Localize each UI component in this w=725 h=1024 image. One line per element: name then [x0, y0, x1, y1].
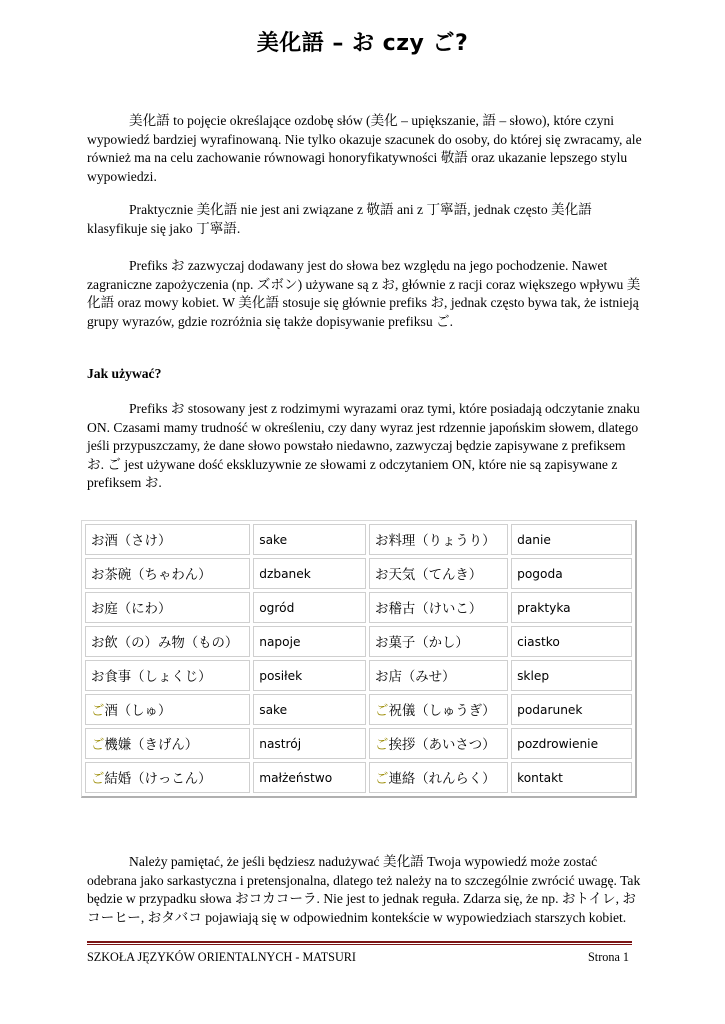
japanese-word-cell [85, 626, 250, 657]
polish-translation-cell [253, 558, 366, 589]
footer-divider [87, 941, 632, 945]
polish-word: sake [259, 532, 288, 547]
japanese-word: 食事（しょくじ） [104, 670, 212, 685]
table-row [85, 762, 632, 793]
polish-word: małżeństwo [259, 770, 333, 785]
paragraph-prefix-o-text: Prefiks お zazwyczaj dodawany jest do słowa bez względu na jego pochodzenie. Nawet zagraniczne zapożyczenia (np. ズボン) używane są z お, głównie z racji coraz większego wpływu 美化語 oraz mowy kobiet. W 美化語 stosuje się głównie prefiks お, jednak często bywa tak, że istnieją grupy wyrazów, gdzie rozróżnia się także dopisywanie prefiksu ご. [87, 258, 641, 329]
polish-translation-cell [511, 626, 632, 657]
japanese-word-cell [85, 694, 250, 725]
paragraph-usage-text: Prefiks お stosowany jest z rodzimymi wyrazami oraz tymi, które posiadają odczytanie znaku ON. Czasami mamy trudność w określeniu, czy dany wyraz jest rdzennie japońskim słowem, dlatego jeśli przypuszczamy, że dane słowo powstało niedawno, zazwyczaj będzie zapisywane z prefiksem お. ご jest używane dość ekskluzywnie ze słowami z odczytaniem ON, które nie są zapisywane z prefiksem お. [87, 401, 640, 491]
japanese-word: 菓子（かし） [388, 636, 469, 651]
japanese-word: 機嫌（きげん） [104, 738, 199, 753]
honorific-prefix: お [91, 636, 105, 651]
japanese-word-cell [369, 524, 508, 555]
paragraph-classification-text: Praktycznie 美化語 nie jest ani związane z 敬語 ani z 丁寧語, jednak często 美化語 klasyfikuje się jako 丁寧語. [87, 202, 592, 236]
japanese-word-cell [369, 592, 508, 623]
honorific-prefix: ご [375, 738, 389, 753]
polish-translation-cell [511, 694, 632, 725]
polish-word: dzbanek [259, 566, 311, 581]
polish-word: sake [259, 702, 288, 717]
page-title: 美化語 – お czy ご? [256, 31, 469, 56]
japanese-word: 祝儀（しゅうぎ） [388, 704, 496, 719]
paragraph-prefix-o [87, 257, 642, 331]
japanese-word-cell [85, 660, 250, 691]
polish-translation-cell [253, 728, 366, 759]
table-row [85, 694, 632, 725]
paragraph-intro [87, 112, 642, 186]
japanese-word-cell [85, 524, 250, 555]
honorific-prefix: ご [91, 704, 105, 719]
japanese-word-cell [85, 728, 250, 759]
polish-word: napoje [259, 634, 301, 649]
japanese-word-cell [369, 660, 508, 691]
table-row [85, 524, 632, 555]
paragraph-warning-text: Należy pamiętać, że jeśli będziesz nadużywać 美化語 Twoja wypowiedź może zostać odebrana jako sarkastyczna i pretensjonalna, dlatego też należy na to szczególnie zwrócić uwagę. Tak będzie w przypadku słowa おコカコーラ. Nie jest to jednak reguła. Zdarza się, że np. おトイレ, おコーヒー, おタバコ pojawiają się w odpowiednim kontekście w wypowiedziach starszych kobiet. [87, 854, 641, 925]
paragraph-warning [87, 853, 642, 927]
polish-translation-cell [253, 660, 366, 691]
polish-translation-cell [253, 592, 366, 623]
polish-word: pogoda [517, 566, 563, 581]
table-row [85, 626, 632, 657]
japanese-word-cell [369, 762, 508, 793]
honorific-prefix: お [91, 602, 105, 617]
honorific-prefix: お [375, 636, 389, 651]
japanese-word: 挨拶（あいさつ） [388, 738, 496, 753]
honorific-prefix: お [375, 568, 389, 583]
paragraph-classification [87, 201, 642, 238]
honorific-prefix: ご [91, 772, 105, 787]
footer-page-number: Strona 1 [588, 950, 629, 964]
polish-word: ciastko [517, 634, 560, 649]
honorific-prefix: お [375, 534, 389, 549]
table-row [85, 558, 632, 589]
polish-translation-cell [511, 558, 632, 589]
japanese-word: 庭（にわ） [104, 602, 172, 617]
japanese-word-cell [369, 694, 508, 725]
japanese-word: 酒（しゅ） [104, 704, 172, 719]
polish-word: nastrój [259, 736, 302, 751]
polish-word: ogród [259, 600, 295, 615]
polish-word: pozdrowienie [517, 736, 599, 751]
paragraph-usage [87, 400, 642, 493]
polish-translation-cell [511, 660, 632, 691]
honorific-prefix: お [375, 602, 389, 617]
japanese-word: 店（みせ） [388, 670, 456, 685]
japanese-word-cell [369, 728, 508, 759]
polish-translation-cell [253, 694, 366, 725]
honorific-prefix: お [91, 670, 105, 685]
japanese-word-cell [369, 558, 508, 589]
polish-word: kontakt [517, 770, 563, 785]
table-row [85, 660, 632, 691]
polish-word: sklep [517, 668, 550, 683]
polish-word: danie [517, 532, 551, 547]
honorific-prefix: お [91, 568, 105, 583]
polish-translation-cell [253, 524, 366, 555]
vocabulary-table [81, 520, 637, 798]
table-row [85, 728, 632, 759]
japanese-word-cell [85, 762, 250, 793]
polish-translation-cell [511, 762, 632, 793]
polish-word: praktyka [517, 600, 571, 615]
footer-school-name: SZKOŁA JĘZYKÓW ORIENTALNYCH - MATSURI [87, 950, 356, 964]
polish-translation-cell [253, 626, 366, 657]
japanese-word: 結婚（けっこん） [104, 772, 212, 787]
japanese-word: 連絡（れんらく） [388, 772, 496, 787]
polish-translation-cell [511, 592, 632, 623]
polish-word: posiłek [259, 668, 303, 683]
japanese-word: 稽古（けいこ） [388, 602, 483, 617]
polish-translation-cell [253, 762, 366, 793]
japanese-word: 酒（さけ） [104, 534, 172, 549]
japanese-word-cell [85, 558, 250, 589]
table-row [85, 592, 632, 623]
honorific-prefix: お [91, 534, 105, 549]
japanese-word-cell [85, 592, 250, 623]
polish-translation-cell [511, 524, 632, 555]
polish-word: podarunek [517, 702, 583, 717]
honorific-prefix: ご [375, 772, 389, 787]
japanese-word: 料理（りょうり） [388, 534, 496, 549]
paragraph-intro-text: 美化語 to pojęcie określające ozdobę słów (美化 – upiększanie, 語 – słowo), które czyni wypowiedź bardziej wyrafinowaną. Nie tylko okazuje szacunek do osoby, do której się zwracamy, ale również ma na celu zachowanie równowagi honoryfikatywności 敬語 oraz ukazanie lepszego stylu wypowiedzi. [87, 113, 642, 184]
honorific-prefix: ご [375, 704, 389, 719]
honorific-prefix: お [375, 670, 389, 685]
japanese-word: 天気（てんき） [388, 568, 483, 583]
honorific-prefix: ご [91, 738, 105, 753]
section-heading: Jak używać? [87, 366, 162, 381]
japanese-word: 茶碗（ちゃわん） [104, 568, 212, 583]
polish-translation-cell [511, 728, 632, 759]
japanese-word: 飲（の）み物（もの） [104, 636, 239, 651]
japanese-word-cell [369, 626, 508, 657]
